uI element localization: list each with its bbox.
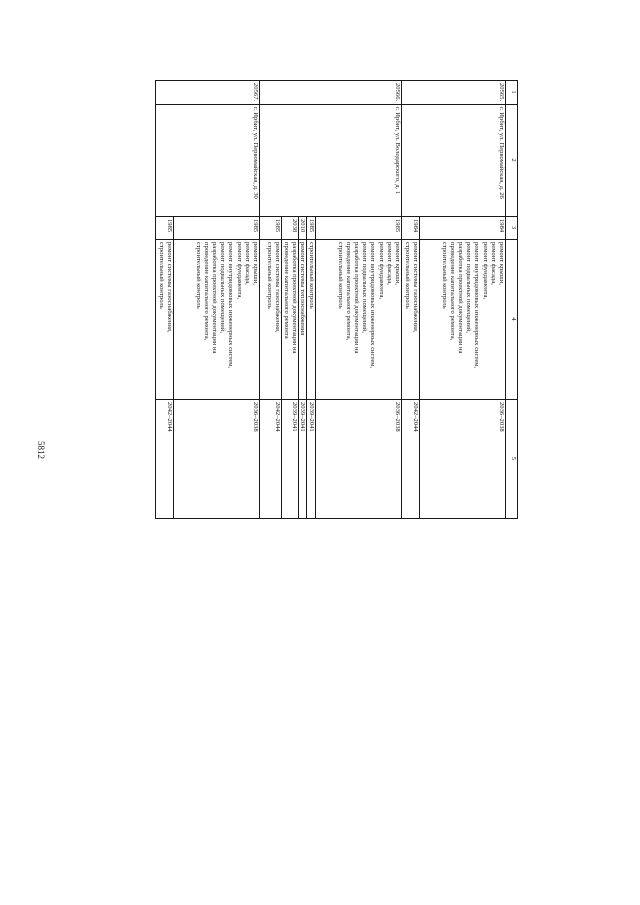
work-line: ремонт подвальных помещений,: [219, 242, 227, 333]
period: 2036–2038: [394, 402, 401, 432]
sub-row-divider: [419, 216, 420, 518]
work-line: ремонт фасада,: [385, 242, 393, 285]
column-divider: [155, 80, 518, 81]
build-year: 1985: [274, 219, 281, 233]
work-line: разработка проектной документации на: [291, 242, 298, 354]
work-line: ремонт системы теплоснабжения: [299, 242, 306, 336]
work-line: ремонт фасада,: [489, 242, 497, 285]
work-line: ремонт подвальных помещений,: [361, 242, 369, 333]
period: 2039–2041: [308, 402, 315, 432]
period: 2042–2044: [166, 402, 173, 432]
address: г. Ирбит, ул. Первомайская, д. 26: [498, 107, 505, 199]
address: г. Ирбит, ул. Первомайская, д. 30: [252, 107, 259, 199]
period: 2039–2041: [291, 402, 298, 432]
table-wrapper: [80, 80, 640, 518]
column-divider: [155, 239, 518, 240]
build-year: 1985: [308, 219, 315, 233]
work-list: [282, 239, 299, 399]
address: г. Ирбит, ул. Володарского, д. 1: [394, 107, 401, 195]
column-divider: [155, 104, 518, 105]
work-line: ремонт подвальных помещений,: [465, 242, 473, 333]
table-grid: [80, 80, 518, 845]
column-divider: [155, 518, 518, 519]
sub-row-divider: [173, 216, 174, 518]
period: 2036–2038: [252, 402, 259, 432]
work-list: [420, 239, 506, 399]
work-line: проведение капитального ремонта,: [448, 242, 456, 341]
work-line: разработка проектной документации на: [456, 242, 464, 354]
work-list: [402, 239, 420, 399]
build-year: 1985: [394, 219, 401, 233]
column-header: 3: [510, 225, 517, 230]
column-header: 2: [510, 158, 517, 162]
column-header: 4: [510, 317, 517, 321]
period: 2042–2044: [274, 402, 281, 432]
work-line: ремонт внутридомовых инженерных систем,: [369, 242, 377, 369]
sub-row-divider: [315, 216, 316, 518]
work-line: ремонт крыши,: [498, 242, 505, 285]
work-line: ремонт внутридомовых инженерных систем,: [227, 242, 235, 369]
column-divider: [155, 399, 518, 400]
work-line: ремонт крыши,: [394, 242, 401, 285]
build-year: 1984: [498, 219, 505, 233]
row-number: 20567.: [252, 83, 259, 102]
table-border-bottom: [155, 80, 156, 518]
build-year: 2010: [299, 219, 306, 233]
work-line: проведение капитального ремонта,: [202, 242, 210, 341]
sub-row-divider: [281, 216, 282, 518]
work-line: строительный контроль: [157, 242, 165, 309]
work-line: ремонт крыши,: [252, 242, 259, 285]
work-line: ремонт фундамента,: [481, 242, 489, 300]
column-header: 5: [510, 456, 517, 461]
work-line: строительный контроль: [403, 242, 411, 309]
page-number: 5812: [36, 441, 46, 459]
build-year: 1985: [252, 219, 259, 233]
build-year: 1984: [412, 219, 419, 233]
work-line: строительный контроль: [308, 242, 315, 309]
work-line: строительный контроль: [194, 242, 202, 309]
row-divider: [259, 80, 260, 518]
work-line: ремонт фундамента,: [377, 242, 385, 300]
header-divider: [505, 80, 506, 518]
work-line: строительный контроль: [440, 242, 448, 309]
work-line: проведение капитального ремонта,: [344, 242, 352, 341]
work-line: ремонт внутридомовых инженерных систем,: [473, 242, 481, 369]
work-list: [316, 239, 402, 399]
sub-row-divider: [306, 216, 307, 518]
work-list: [156, 239, 174, 399]
period: 2036–2038: [498, 402, 505, 432]
build-year: 1985: [166, 219, 173, 233]
row-number: 20565.: [498, 83, 505, 102]
work-line: ремонт фасада,: [243, 242, 251, 285]
sub-row-divider: [298, 216, 299, 518]
work-list: [260, 239, 282, 399]
work-line: ремонт фундамента,: [235, 242, 243, 300]
column-header: 1: [510, 90, 517, 94]
row-divider: [401, 80, 402, 518]
work-line: ремонт системы газоснабжения,: [274, 242, 281, 333]
table-border-top: [517, 80, 518, 518]
work-line: проведение капитального ремонта: [282, 242, 290, 339]
work-line: разработка проектной документации на: [352, 242, 360, 354]
column-divider: [155, 216, 518, 217]
work-line: разработка проектной документации на: [210, 242, 218, 354]
registry-table: [80, 80, 518, 845]
work-line: строительный контроль: [265, 242, 273, 309]
build-year: 2038: [291, 219, 298, 233]
work-line: ремонт системы газоснабжения,: [412, 242, 419, 333]
period: 2039–2041: [299, 402, 306, 432]
work-line: строительный контроль: [336, 242, 344, 309]
work-list: [174, 239, 260, 399]
work-line: ремонт системы газоснабжения,: [166, 242, 173, 333]
row-number: 20566.: [394, 83, 401, 102]
period: 2042–2044: [412, 402, 419, 432]
